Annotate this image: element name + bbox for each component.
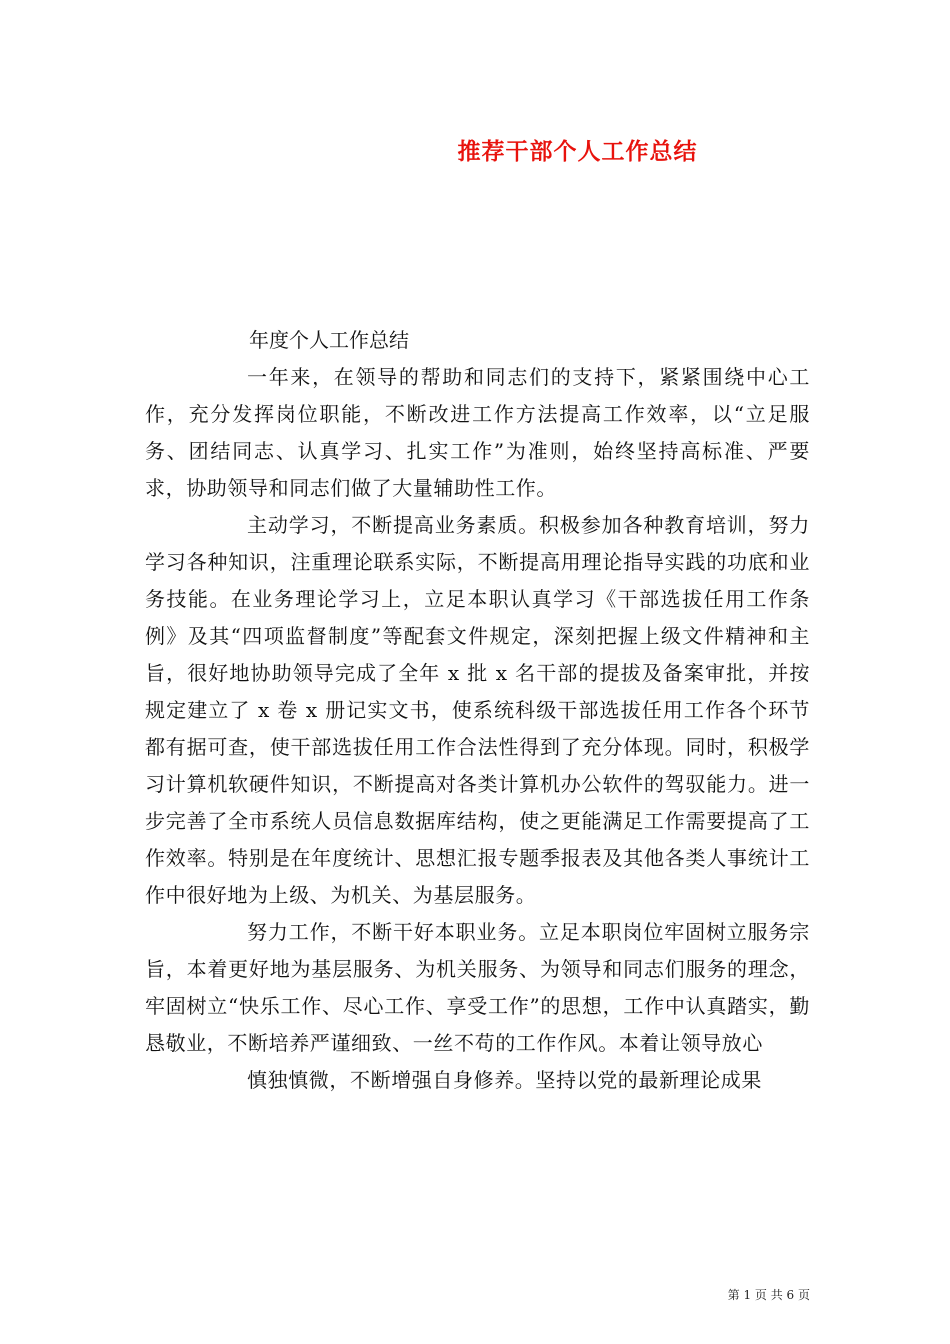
document-title: 推荐干部个人工作总结 [457,138,698,165]
page-number-footer: 第 1 页 共 6 页 [727,1288,810,1302]
document-body [145,322,810,1099]
paragraph-work: 努力工作，不断干好本职业务。立足本职岗位牢固树立服务宗旨，本着更好地为基层服务、为机关服务、为领导和同志们服务的理念，牢固树立“快乐工作、尽心工作、享受工作”的思想，工作中认真踏实，勤恳敬业，不断培养严谨细致、一丝不苟的工作作风。本着让领导放心 [145,920,810,1055]
section-subheading: 年度个人工作总结 [249,328,409,352]
paragraph-intro: 一年来，在领导的帮助和同志们的支持下，紧紧围绕中心工作，充分发挥岗位职能，不断改进工作方法提高工作效率，以“立足服务、团结同志、认真学习、扎实工作”为准则，始终坚持高标准、严要求，协助领导和同志们做了大量辅助性工作。 [145,365,810,500]
paragraph-study: 主动学习，不断提高业务素质。积极参加各种教育培训，努力学习各种知识，注重理论联系实际，不断提高用理论指导实践的功底和业务技能。在业务理论学习上，立足本职认真学习《干部选拔任用工作条例》及其“四项监督制度”等配套文件规定，深刻把握上级文件精神和主旨，很好地协助领导完成了全年 x 批 x 名干部的提拔及备案审批，并按规定建立了 x 卷 x 册记实文书，使系统科级干部选拔任用工作各个环节都有据可查，使干部选拔任用工作合法性得到了充分体现。同时，积极学习计算机软硬件知识，不断提高对各类计算机办公软件的驾驭能力。进一步完善了全市系统人员信息数据库结构，使之更能满足工作需要提高了工作效率。特别是在年度统计、思想汇报专题季报表及其他各类人事统计工作中很好地为上级、为机关、为基层服务。 [145,513,810,907]
paragraph-self-discipline: 慎独慎微，不断增强自身修养。坚持以党的最新理论成果 [247,1068,762,1092]
